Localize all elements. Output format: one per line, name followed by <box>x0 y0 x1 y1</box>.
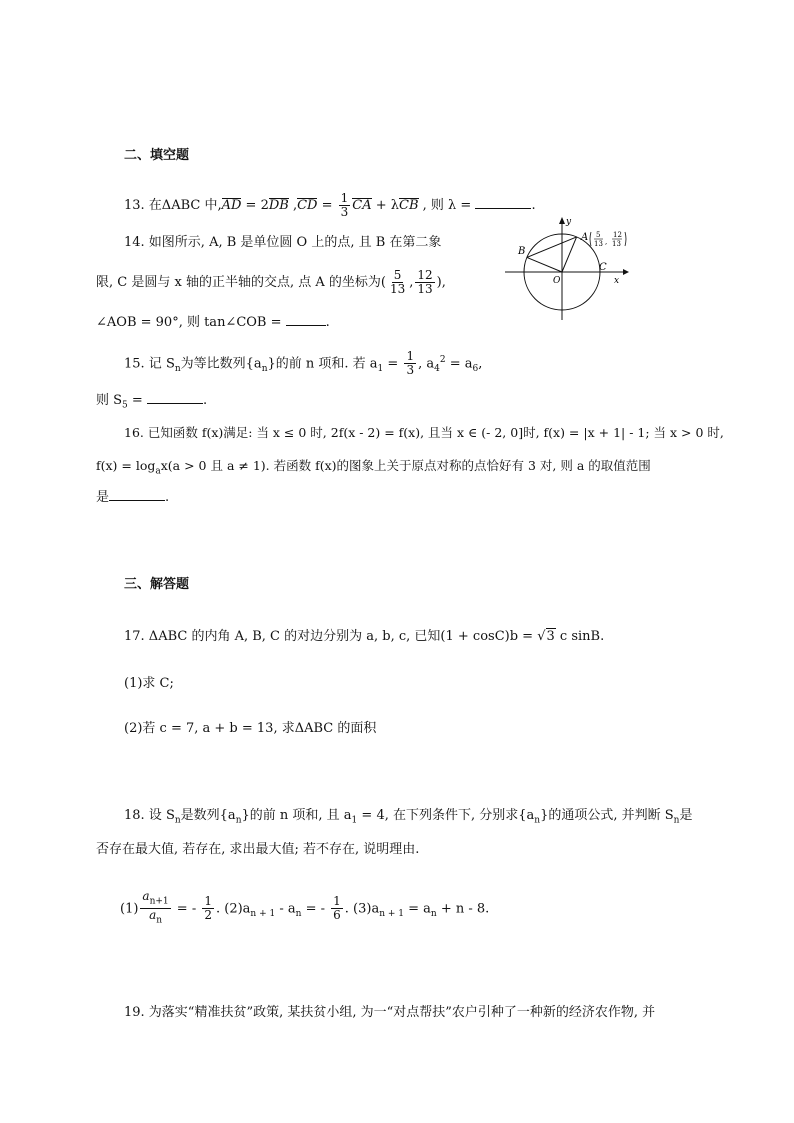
coord-left-paren <box>590 232 591 246</box>
label-y: y <box>566 217 572 227</box>
q16-line3-end: . <box>165 490 170 505</box>
unit-circle-figure <box>503 212 638 322</box>
q15-part4: , a <box>418 356 435 372</box>
q13-answer-blank[interactable] <box>475 195 531 209</box>
q15-sub-6: 6 <box>472 363 479 374</box>
q15-part6: , <box>478 356 483 372</box>
q18-sub-1: 1 <box>351 815 358 826</box>
q15-square: 2 <box>439 355 446 365</box>
coord-x-num: 5 <box>596 231 601 239</box>
coord-x-den: 13 <box>594 240 603 248</box>
q18-c3-rest: = a <box>404 901 431 917</box>
x-axis-arrow <box>623 269 629 275</box>
vector-cd: CD <box>297 198 318 213</box>
segment-ob <box>527 257 562 272</box>
q18-c2-rhs-den: 6 <box>333 908 341 923</box>
section-heading-solve: 三、解答题 <box>124 577 190 592</box>
q14-ax-fraction <box>388 269 407 296</box>
q15-sub-5: 5 <box>122 400 128 411</box>
q18-sub-n: n <box>174 815 181 826</box>
q18-c1-rhs-den: 2 <box>204 908 212 923</box>
q13-comma: , <box>288 198 298 213</box>
q14-line2-prefix: 限, C 是圆与 x 轴的正半轴的交点, 点 A 的坐标为( <box>96 275 386 290</box>
q17-sqrt-sign: √ <box>537 629 546 644</box>
label-x: x <box>614 276 620 286</box>
q15-part3: }的前 n 项和. 若 a <box>267 356 378 372</box>
q18-c2-prefix: . (2)a <box>215 901 251 917</box>
coord-right-paren <box>625 232 626 246</box>
q15-part2: 为等比数列{a <box>180 356 262 372</box>
q15-part1: 15. 记 S <box>124 356 175 372</box>
q18-a: 18. 设 S <box>124 808 175 823</box>
q18-c3-sub: n + 1 <box>379 908 404 919</box>
label-b: B <box>518 246 526 257</box>
q18-c1-rhs-num: 1 <box>204 894 212 909</box>
q14-line1: 14. 如图所示, A, B 是单位圆 O 上的点, 且 B 在第二象 <box>124 235 442 250</box>
q18-c2-sub2: n <box>295 908 302 919</box>
q18-c: }的前 n 项和, 且 a <box>241 808 352 823</box>
q18-e: }的通项公式, 并判断 S <box>540 808 674 823</box>
q14-ay-num: 12 <box>417 268 433 282</box>
q18-c2-rhs-num: 1 <box>333 894 341 909</box>
q13-eq2: = <box>317 198 337 213</box>
q18-b: 是数列{a <box>180 808 236 823</box>
q15-frac-den: 3 <box>406 363 415 378</box>
label-o: O <box>553 276 561 286</box>
q15-part5: = a <box>445 356 473 372</box>
q15-answer-blank[interactable] <box>147 390 203 404</box>
q18-c1-num-sub: n+1 <box>149 896 169 907</box>
q13-frac-num: 1 <box>340 191 349 205</box>
q18-f: 是 <box>679 808 693 823</box>
label-a: A <box>581 232 589 243</box>
q16-line1: 16. 已知函数 f(x)满足: 当 x ≤ 0 时, 2f(x - 2) = f(x), 且当 x ∈ (- 2, 0]时, f(x) = |x + 1| - 1; 当 x > 0 时, <box>124 425 724 440</box>
q16-answer-blank[interactable] <box>109 487 165 501</box>
q18-c1-lhs-den <box>147 909 164 927</box>
q14-line3 <box>96 312 330 333</box>
q13-plus-lambda: + λ <box>371 198 400 213</box>
q18-c3-sub2: n <box>430 908 437 919</box>
q17-part2: (2)若 c = 7, a + b = 13, 求ΔABC 的面积 <box>124 721 377 736</box>
q15-line1 <box>124 345 482 384</box>
q16-line3-prefix: 是 <box>96 490 110 505</box>
q16-line2-rest: x(a > 0 且 a ≠ 1). 若函数 f(x)的图象上关于原点对称的点恰好有 3 对, 则 a 的取值范围 <box>160 458 651 473</box>
q17-line1 <box>124 627 604 647</box>
q18-c3-end: + n - 8. <box>436 901 490 917</box>
q16-log-base: a <box>155 466 161 477</box>
q15-sub-4: 4 <box>434 363 440 374</box>
vector-db: DB <box>268 198 289 213</box>
q18-sub-n-3: n <box>534 815 541 826</box>
q18-c1-prefix: (1) <box>120 901 139 917</box>
q13-suffix: , 则 λ = <box>418 198 476 213</box>
q18-c1-eq: = - <box>172 901 201 917</box>
y-axis-arrow <box>559 217 565 224</box>
q15-eq: = <box>383 356 403 372</box>
q18-c3-prefix: . (3)a <box>344 901 380 917</box>
q18-c2-eq: = - <box>301 901 330 917</box>
q18-c1-lhs-num <box>140 890 170 909</box>
q18-sub-n-4: n <box>673 815 680 826</box>
q16-line2 <box>96 456 651 482</box>
vector-cb: CB <box>399 198 419 213</box>
q18-c1-lhs-fraction <box>140 890 170 928</box>
q18-c1-a: a <box>142 889 150 903</box>
q14-ax-den: 13 <box>389 282 406 296</box>
q18-d: = 4, 在下列条件下, 分别求{a <box>357 808 535 823</box>
q15-sub-n: n <box>174 363 181 374</box>
q18-conditions <box>120 890 489 931</box>
q15-sub-1: 1 <box>377 363 384 374</box>
q13-end: . <box>531 198 536 213</box>
question-13 <box>124 192 536 219</box>
q14-a-comma: , <box>409 275 414 290</box>
vector-ca: CA <box>352 198 372 213</box>
q14-line2-suffix: ), <box>436 275 446 290</box>
q16-line2-prefix: f(x) = log <box>96 458 156 473</box>
q14-line3-end: . <box>325 315 330 330</box>
q19-line1: 19. 为落实“精准扶贫”政策, 某扶贫小组, 为一“对点帮扶”农户引种了一种新的经济农作物, 并 <box>124 1005 656 1020</box>
q15-frac-num: 1 <box>406 349 415 364</box>
q18-c2-rhs-fraction <box>331 895 343 922</box>
coord-comma: , <box>605 238 608 246</box>
q14-line2 <box>96 268 446 298</box>
q15-fraction <box>404 350 416 377</box>
q15-line2 <box>96 390 207 416</box>
label-c: C <box>599 262 607 273</box>
q18-c1-den-a: a <box>149 908 157 923</box>
q16-line3 <box>96 487 169 508</box>
q13-frac-den: 3 <box>340 205 349 219</box>
q17-sqrt-value: 3 <box>546 629 555 644</box>
q14-answer-blank[interactable] <box>286 312 326 326</box>
q15-line2-end: . <box>202 393 208 408</box>
q18-c2-mid: - a <box>275 901 296 917</box>
coord-y-den: 13 <box>612 240 621 248</box>
q14-line3-prefix: ∠AOB = 90°, 则 tan∠COB = <box>96 315 286 330</box>
q17-suffix: c sinB. <box>555 629 605 644</box>
q14-ay-den: 13 <box>417 282 433 296</box>
q13-fraction <box>339 192 351 219</box>
q14-ay-fraction <box>415 269 434 296</box>
q13-eq1: = 2 <box>241 198 269 213</box>
coord-y-num: 12 <box>613 231 622 239</box>
q15-line2-eq: = <box>127 393 147 408</box>
q18-c1-den-sub: n <box>156 915 163 926</box>
section-heading-fill-in: 二、填空题 <box>124 148 190 163</box>
q14-ax-num: 5 <box>393 268 402 282</box>
q17-prefix: 17. ΔABC 的内角 A, B, C 的对边分别为 a, b, c, 已知(1 + cosC)b = <box>124 629 538 644</box>
q18-sub-n-2: n <box>235 815 242 826</box>
q15-sub-n-2: n <box>261 363 268 374</box>
vector-ad: AD <box>221 198 242 213</box>
q15-line2-prefix: 则 S <box>96 393 123 408</box>
q18-c2-sub: n + 1 <box>250 908 276 919</box>
q13-prefix: 13. 在ΔABC 中, <box>124 198 222 213</box>
q17-part1: (1)求 C; <box>124 676 174 691</box>
q18-line1 <box>124 806 692 831</box>
q18-line2: 否存在最大值, 若存在, 求出最大值; 若不存在, 说明理由. <box>96 842 420 857</box>
q18-c1-rhs-fraction <box>202 895 214 922</box>
